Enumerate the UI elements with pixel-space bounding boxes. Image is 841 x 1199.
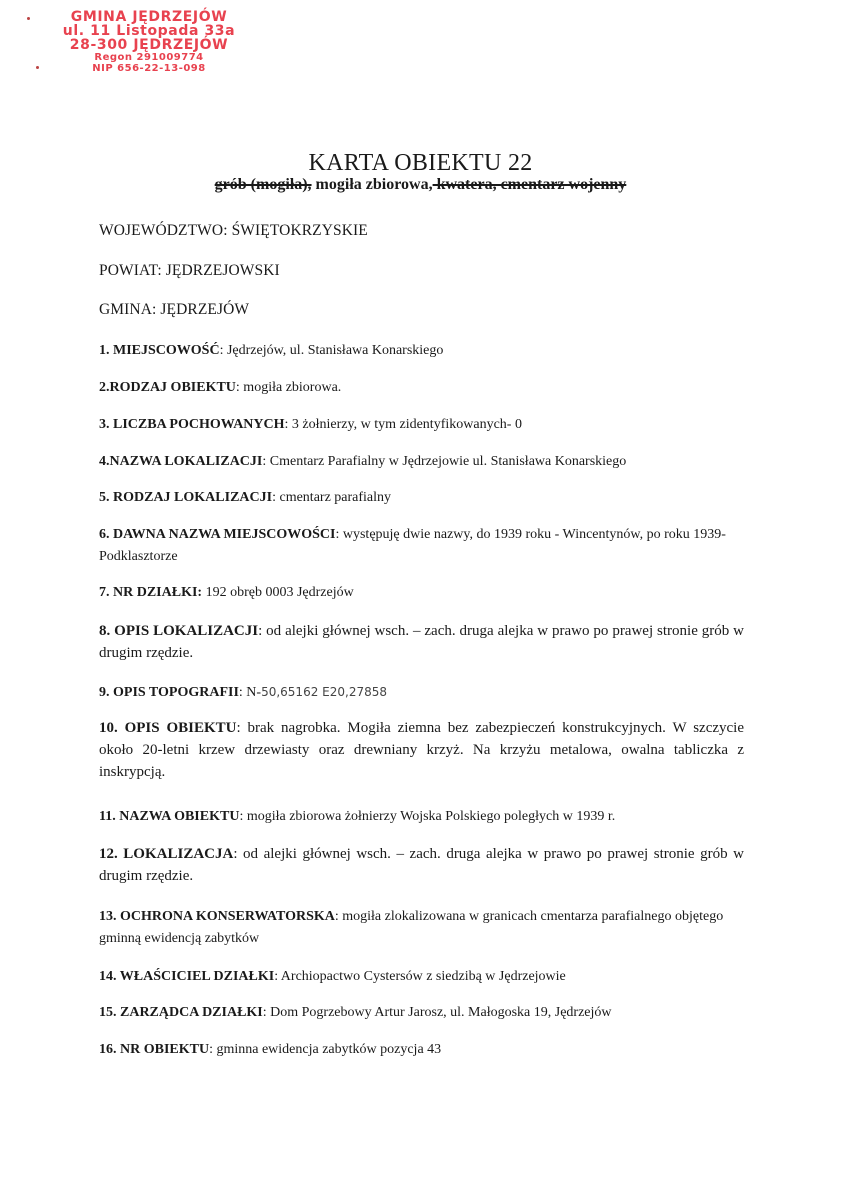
stamp-line: 28-300 JĘDRZEJÓW xyxy=(69,37,229,53)
field-label: 1. MIEJSCOWOŚĆ xyxy=(99,343,220,358)
field-label: 16. NR OBIEKTU xyxy=(99,1042,210,1057)
field-item xyxy=(99,451,744,473)
stamp-line: NIP 656-22-13-098 xyxy=(92,63,206,74)
field-value: : mogiła zlokalizowana w granicach cmentarza parafialnego objętego gminną ewidencją zabytków xyxy=(99,909,724,946)
field-label: 10. OPIS OBIEKTU xyxy=(99,720,237,736)
field-value: : mogiła zbiorowa. xyxy=(235,380,342,395)
subtitle-struck-text: kwatera, cmentarz wojenny xyxy=(432,176,627,193)
subtitle-struck-text: grób (mogiła), xyxy=(214,176,312,193)
field-label: 14. WŁAŚCICIEL DZIAŁKI xyxy=(99,969,275,984)
field-label: 12. LOKALIZACJA xyxy=(99,846,234,862)
field-label: 3. LICZBA POCHOWANYCH xyxy=(99,417,285,432)
field-label: 11. NAZWA OBIEKTU xyxy=(99,809,240,824)
field-item xyxy=(99,340,744,362)
field-item xyxy=(99,966,744,988)
field-value: : brak nagrobka. Mogiła ziemna bez zabezpieczeń konstrukcyjnych. W szczycie około 20-letni krzew drzewiasty oraz drewniany krzyż. Na krzyżu metalowa, owalna tabliczka z inskrypcją. xyxy=(99,720,745,780)
stamp-line: ul. 11 Listopada 33a xyxy=(62,23,236,39)
field-item xyxy=(99,717,744,783)
field-item xyxy=(99,377,744,399)
municipality-stamp xyxy=(44,10,254,74)
field-item xyxy=(99,620,744,664)
field-value: : Jędrzejów, ul. Stanisława Konarskiego xyxy=(219,343,444,358)
field-item xyxy=(99,1039,744,1061)
document-title: KARTA OBIEKTU 22 xyxy=(308,150,533,176)
scan-speck xyxy=(27,17,30,20)
field-value: 192 obręb 0003 Jędrzejów xyxy=(202,585,354,600)
field-value: : występuję dwie nazwy, do 1939 roku - Wincentynów, po roku 1939- Podklasztorze xyxy=(99,527,726,564)
header-powiat: POWIAT: JĘDRZEJOWSKI xyxy=(99,262,280,279)
header-gmina: GMINA: JĘDRZEJÓW xyxy=(99,301,250,318)
field-value: : od alejki głównej wsch. – zach. druga alejka w prawo po prawej stronie grób w drugim rzędzie. xyxy=(99,623,744,661)
coordinates-value: 50,65162 E20,27858 xyxy=(261,685,387,699)
field-value: : od alejki głównej wsch. – zach. druga alejka w prawo po prawej stronie grób w drugim rzędzie. xyxy=(99,846,744,884)
document-subtitle xyxy=(0,176,841,194)
field-label: 7. NR DZIAŁKI: xyxy=(99,585,203,600)
field-label: 15. ZARZĄDCA DZIAŁKI xyxy=(99,1005,263,1020)
field-item xyxy=(99,681,744,704)
field-value: : Archiopactwo Cystersów z siedzibą w Jędrzejowie xyxy=(274,969,566,984)
field-item xyxy=(99,524,744,568)
field-value: : mogiła zbiorowa żołnierzy Wojska Polskiego poległych w 1939 r. xyxy=(239,809,616,824)
field-label: 8. OPIS LOKALIZACJI xyxy=(99,623,259,639)
field-item xyxy=(99,906,744,950)
field-item xyxy=(99,843,744,887)
stamp-line: GMINA JĘDRZEJÓW xyxy=(70,9,228,25)
field-label: 5. RODZAJ LOKALIZACJI xyxy=(99,490,273,505)
field-value: : cmentarz parafialny xyxy=(272,490,392,505)
field-value: : N- xyxy=(238,685,262,700)
field-item xyxy=(99,487,744,509)
field-value: : gminna ewidencja zabytków pozycja 43 xyxy=(209,1042,442,1057)
field-item xyxy=(99,1002,744,1024)
field-value: : Dom Pogrzebowy Artur Jarosz, ul. Małogoska 19, Jędrzejów xyxy=(262,1005,612,1020)
field-label: 9. OPIS TOPOGRAFII xyxy=(99,685,239,700)
field-item xyxy=(99,806,744,828)
field-label: 2.RODZAJ OBIEKTU xyxy=(99,380,236,395)
field-item xyxy=(99,582,744,604)
field-value: : 3 żołnierzy, w tym zidentyfikowanych- 0 xyxy=(284,417,522,432)
scan-speck xyxy=(36,66,39,69)
stamp-line: Regon 291009774 xyxy=(94,52,204,63)
field-label: 4.NAZWA LOKALIZACJI xyxy=(99,454,263,469)
field-label: 6. DAWNA NAZWA MIEJSCOWOŚCI xyxy=(99,527,336,542)
field-value: : Cmentarz Parafialny w Jędrzejowie ul. Stanisława Konarskiego xyxy=(262,454,627,469)
field-label: 13. OCHRONA KONSERWATORSKA xyxy=(99,909,335,924)
header-wojewodztwo: WOJEWÓDZTWO: ŚWIĘTOKRZYSKIE xyxy=(99,222,368,239)
field-item xyxy=(99,414,744,436)
subtitle-kept-text: mogiła zbiorowa, xyxy=(311,176,433,193)
